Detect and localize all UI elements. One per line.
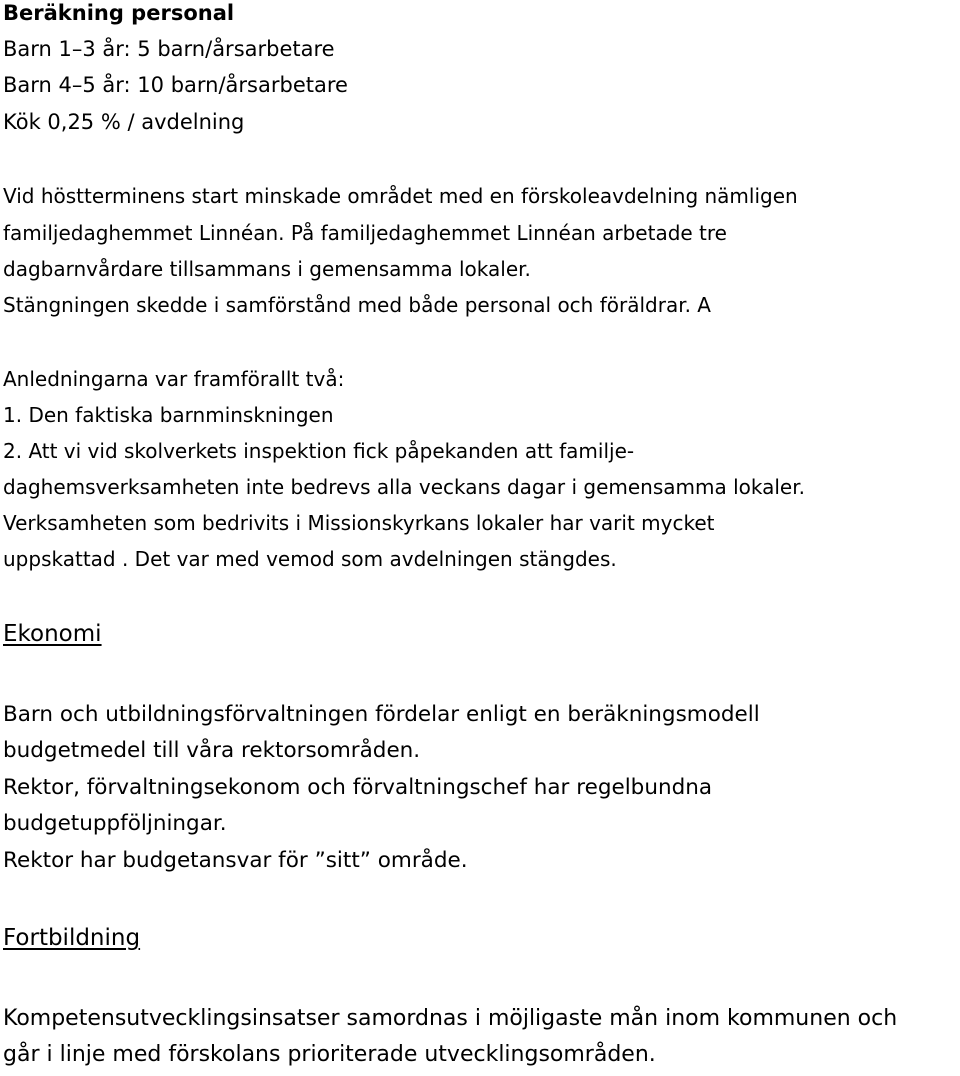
staff-ratio-line: Barn 4–5 år: 10 barn/årsarbetare [3,73,348,97]
paragraph-line: Stängningen skedde i samförstånd med både personal och föräldrar. A [3,293,711,317]
paragraph-line: Barn och utbildningsförvaltningen fördelar enligt en beräkningsmodell [3,702,760,727]
staff-ratio-line: Barn 1–3 år: 5 barn/årsarbetare [3,37,335,61]
paragraph-line: Rektor har budgetansvar för ”sitt” område. [3,848,468,873]
paragraph-line: dagbarnvårdare tillsammans i gemensamma lokaler. [3,257,531,281]
paragraph-line: Rektor, förvaltningsekonom och förvaltningschef har regelbundna [3,775,713,800]
staff-ratio-line: Kök 0,25 % / avdelning [3,110,245,134]
reasons-intro: Anledningarna var framförallt två: [3,367,345,391]
paragraph-line: uppskattad . Det var med vemod som avdelningen stängdes. [3,547,617,571]
paragraph-line: budgetmedel till våra rektorsområden. [3,738,421,763]
reason-item-continued: daghemsverksamheten inte bedrevs alla veckans dagar i gemensamma lokaler. [3,475,805,499]
reason-item: 1. Den faktiska barnminskningen [3,403,334,427]
paragraph-line: budgetuppföljningar. [3,811,227,836]
section-heading-fortbildning: Fortbildning [3,925,141,951]
paragraph-line: Verksamheten som bedrivits i Missionskyrkans lokaler har varit mycket [3,511,715,535]
paragraph-line: går i linje med förskolans prioriterade utvecklingsområden. [3,1042,656,1067]
paragraph-line: Kompetensutvecklingsinsatser samordnas i möjligaste mån inom kommunen och [3,1006,898,1031]
section-title-personal: Beräkning personal [3,1,235,25]
reason-item: 2. Att vi vid skolverkets inspektion fick påpekanden att familje- [3,439,635,463]
paragraph-line: Vid höstterminens start minskade området med en förskoleavdelning nämligen [3,184,798,208]
section-heading-ekonomi: Ekonomi [3,621,102,647]
paragraph-line: familjedaghemmet Linnéan. På familjedaghemmet Linnéan arbetade tre [3,221,727,245]
